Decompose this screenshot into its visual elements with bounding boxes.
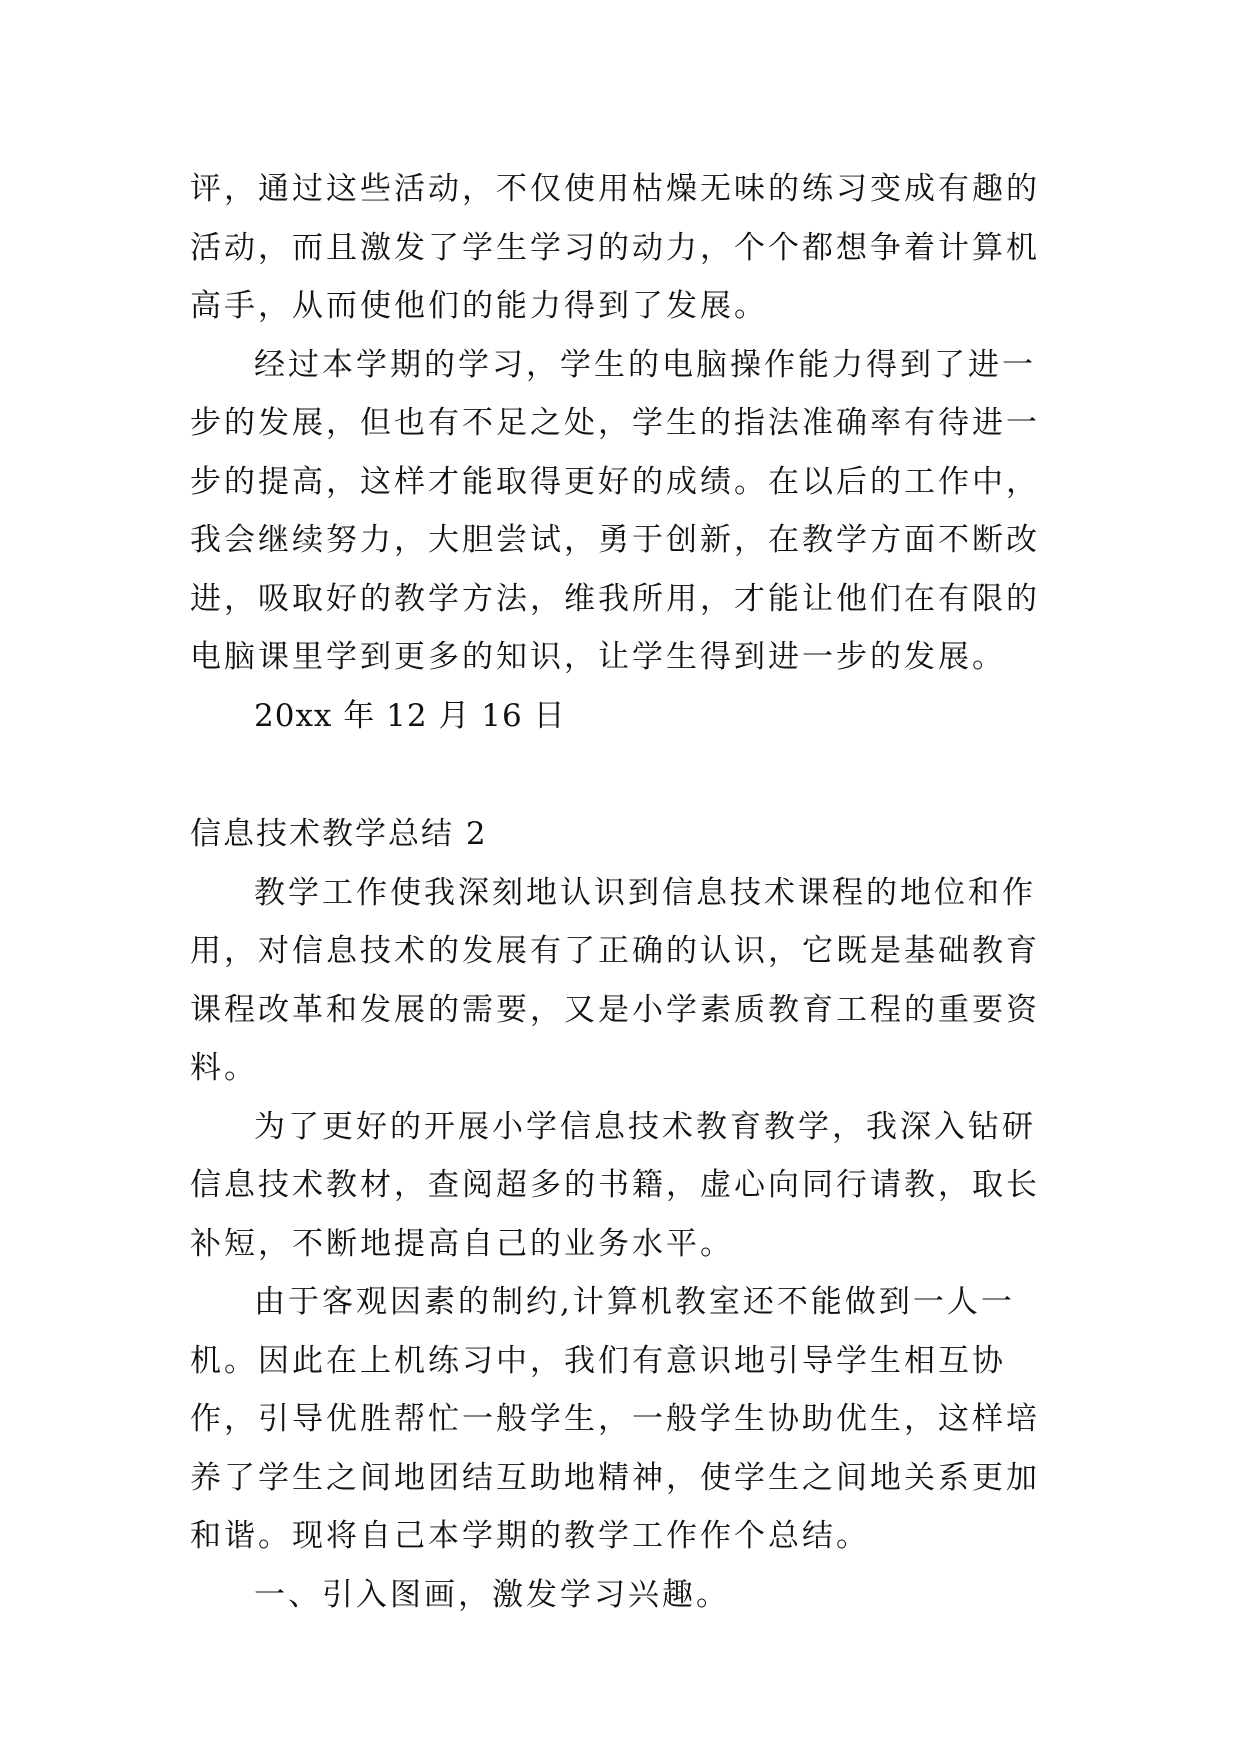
document-date: 20xx 年 12 月 16 日	[254, 697, 566, 734]
paragraph-summary: 经过本学期的学习，学生的电脑操作能力得到了进一步的发展，但也有不足之处，学生的指法准确率有待进一步的提高，这样才能取得更好的成绩。在以后的工作中，我会继续努力，大胆尝试，勇于创新，在教学方面不断改进，吸取好的教学方法，维我所用，才能让他们在有限的电脑课里学到更多的知识，让学生得到进一步的发展。	[190, 346, 1040, 675]
paragraph-continuation: 评，通过这些活动，不仅使用枯燥无味的练习变成有趣的活动，而且激发了学生学习的动力，个个都想争着计算机高手，从而使他们的能力得到了发展。	[190, 171, 1040, 324]
section-title: 信息技术教学总结 2	[190, 816, 488, 852]
paragraph-course-role: 教学工作使我深刻地认识到信息技术课程的地位和作用，对信息技术的发展有了正确的认识，它既是基础教育课程改革和发展的需要，又是小学素质教育工程的重要资料。	[190, 874, 1040, 1086]
paragraph-point-one: 一、引入图画，激发学习兴趣。	[254, 1576, 730, 1613]
paragraph-study-materials: 为了更好的开展小学信息技术教育教学，我深入钻研信息技术教材，查阅超多的书籍，虚心向同行请教，取长补短，不断地提高自己的业务水平。	[190, 1108, 1040, 1262]
paragraph-collaboration: 由于客观因素的制约,计算机教室还不能做到一人一机。因此在上机练习中，我们有意识地引导学生相互协作，引导优胜帮忙一般学生，一般学生协助优生，这样培养了学生之间地团结互助地精神，使学生之间地关系更加和谐。现将自己本学期的教学工作作个总结。	[190, 1284, 1040, 1554]
document-body	[190, 160, 1060, 1624]
